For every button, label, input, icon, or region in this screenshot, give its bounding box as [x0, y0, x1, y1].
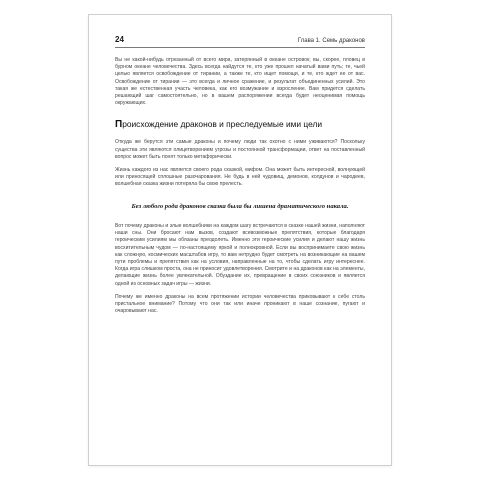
body-paragraph: Откуда же берутся эти самые драконы и почему люди так охотно с ними уживаются? Поскольку существа эти являются олицетворением угрозы и постоянной трансформации, ответ на поставленный вопрос может быть понят только метафорически.: [115, 139, 365, 160]
page-header: [115, 35, 365, 48]
body-paragraph: Вот почему драконы и злые волшебники на каждом шагу встречаются в сказке нашей жизни, наполняют наши сны. Они бросают нам вызов, создают всевозможные препятствия, которые благодаря героическим усилиям мы обязаны преодолеть. Именно эти героические усилия и делают нашу жизнь восхитительным чудом — по-настоящему яркой и полнокровной. Если вы воспринимаете свою жизнь как сложную, космических масштабов игру, то вам нетрудно будет смотреть на возникающие на вашем пути проблемы и препятствия как на условия, направленные на то, чтобы сделать игру интереснее. Когда игра слишком проста, она не приносит удовлетворения. Смотрите и на драконов как на элементы, делающие жизнь более увлекательной. Обуздание их, превращение в своих союзников и является одной из основных задач игры — жизни.: [115, 223, 365, 287]
heading-first-letter: П: [115, 119, 123, 131]
body-paragraph: Жизнь каждого из нас является своего рода сказкой, мифом. Она может быть интересной, волнующей или приносящей сплошные разочарования. Не будь в ней чудовищ, демонов, колдунов и чародеев, волшебная сказка жизни потеряла бы свою прелесть.: [115, 167, 365, 188]
running-head: Глава 1. Семь драконов: [297, 38, 365, 44]
book-page: [88, 14, 392, 466]
section-heading: [115, 119, 365, 130]
body-paragraph: Почему же именно драконы на всем протяжении истории человечества приковывают к себе столь пристальное внимание? Потому что они так или иначе проникают в наше сознание, пугают и очаровывают нас.: [115, 293, 365, 315]
page-content: [115, 35, 365, 321]
pull-quote: Без любого рода драконов сказка была бы лишена драматического накала.: [131, 202, 349, 210]
body-paragraph: Вы не какой-нибудь отрезанный от всего мира, затерянный в океане островок; вы, скорее, пловец в бурном океане человечества. Здесь всегда найдутся те, кто уже прошел начатый вами путь; те, чьей целью является освобождение от тирании, а также те, кто ищет помощи, и те, кто ждет ее от вас. Освобождение от тирании — это всегда и личное сражение, и результат объединенных усилий. Это такая же естественная участь человека, как его возмужание и взросление. Вам придется сделать решающий шаг самостоятельно, но в вашем распоряжении всегда будет неоценимая помощь окружающих.: [115, 57, 365, 107]
heading-text: роисхождение драконов и преследуемые ими цели: [122, 119, 323, 130]
page-number: 24: [115, 35, 124, 44]
